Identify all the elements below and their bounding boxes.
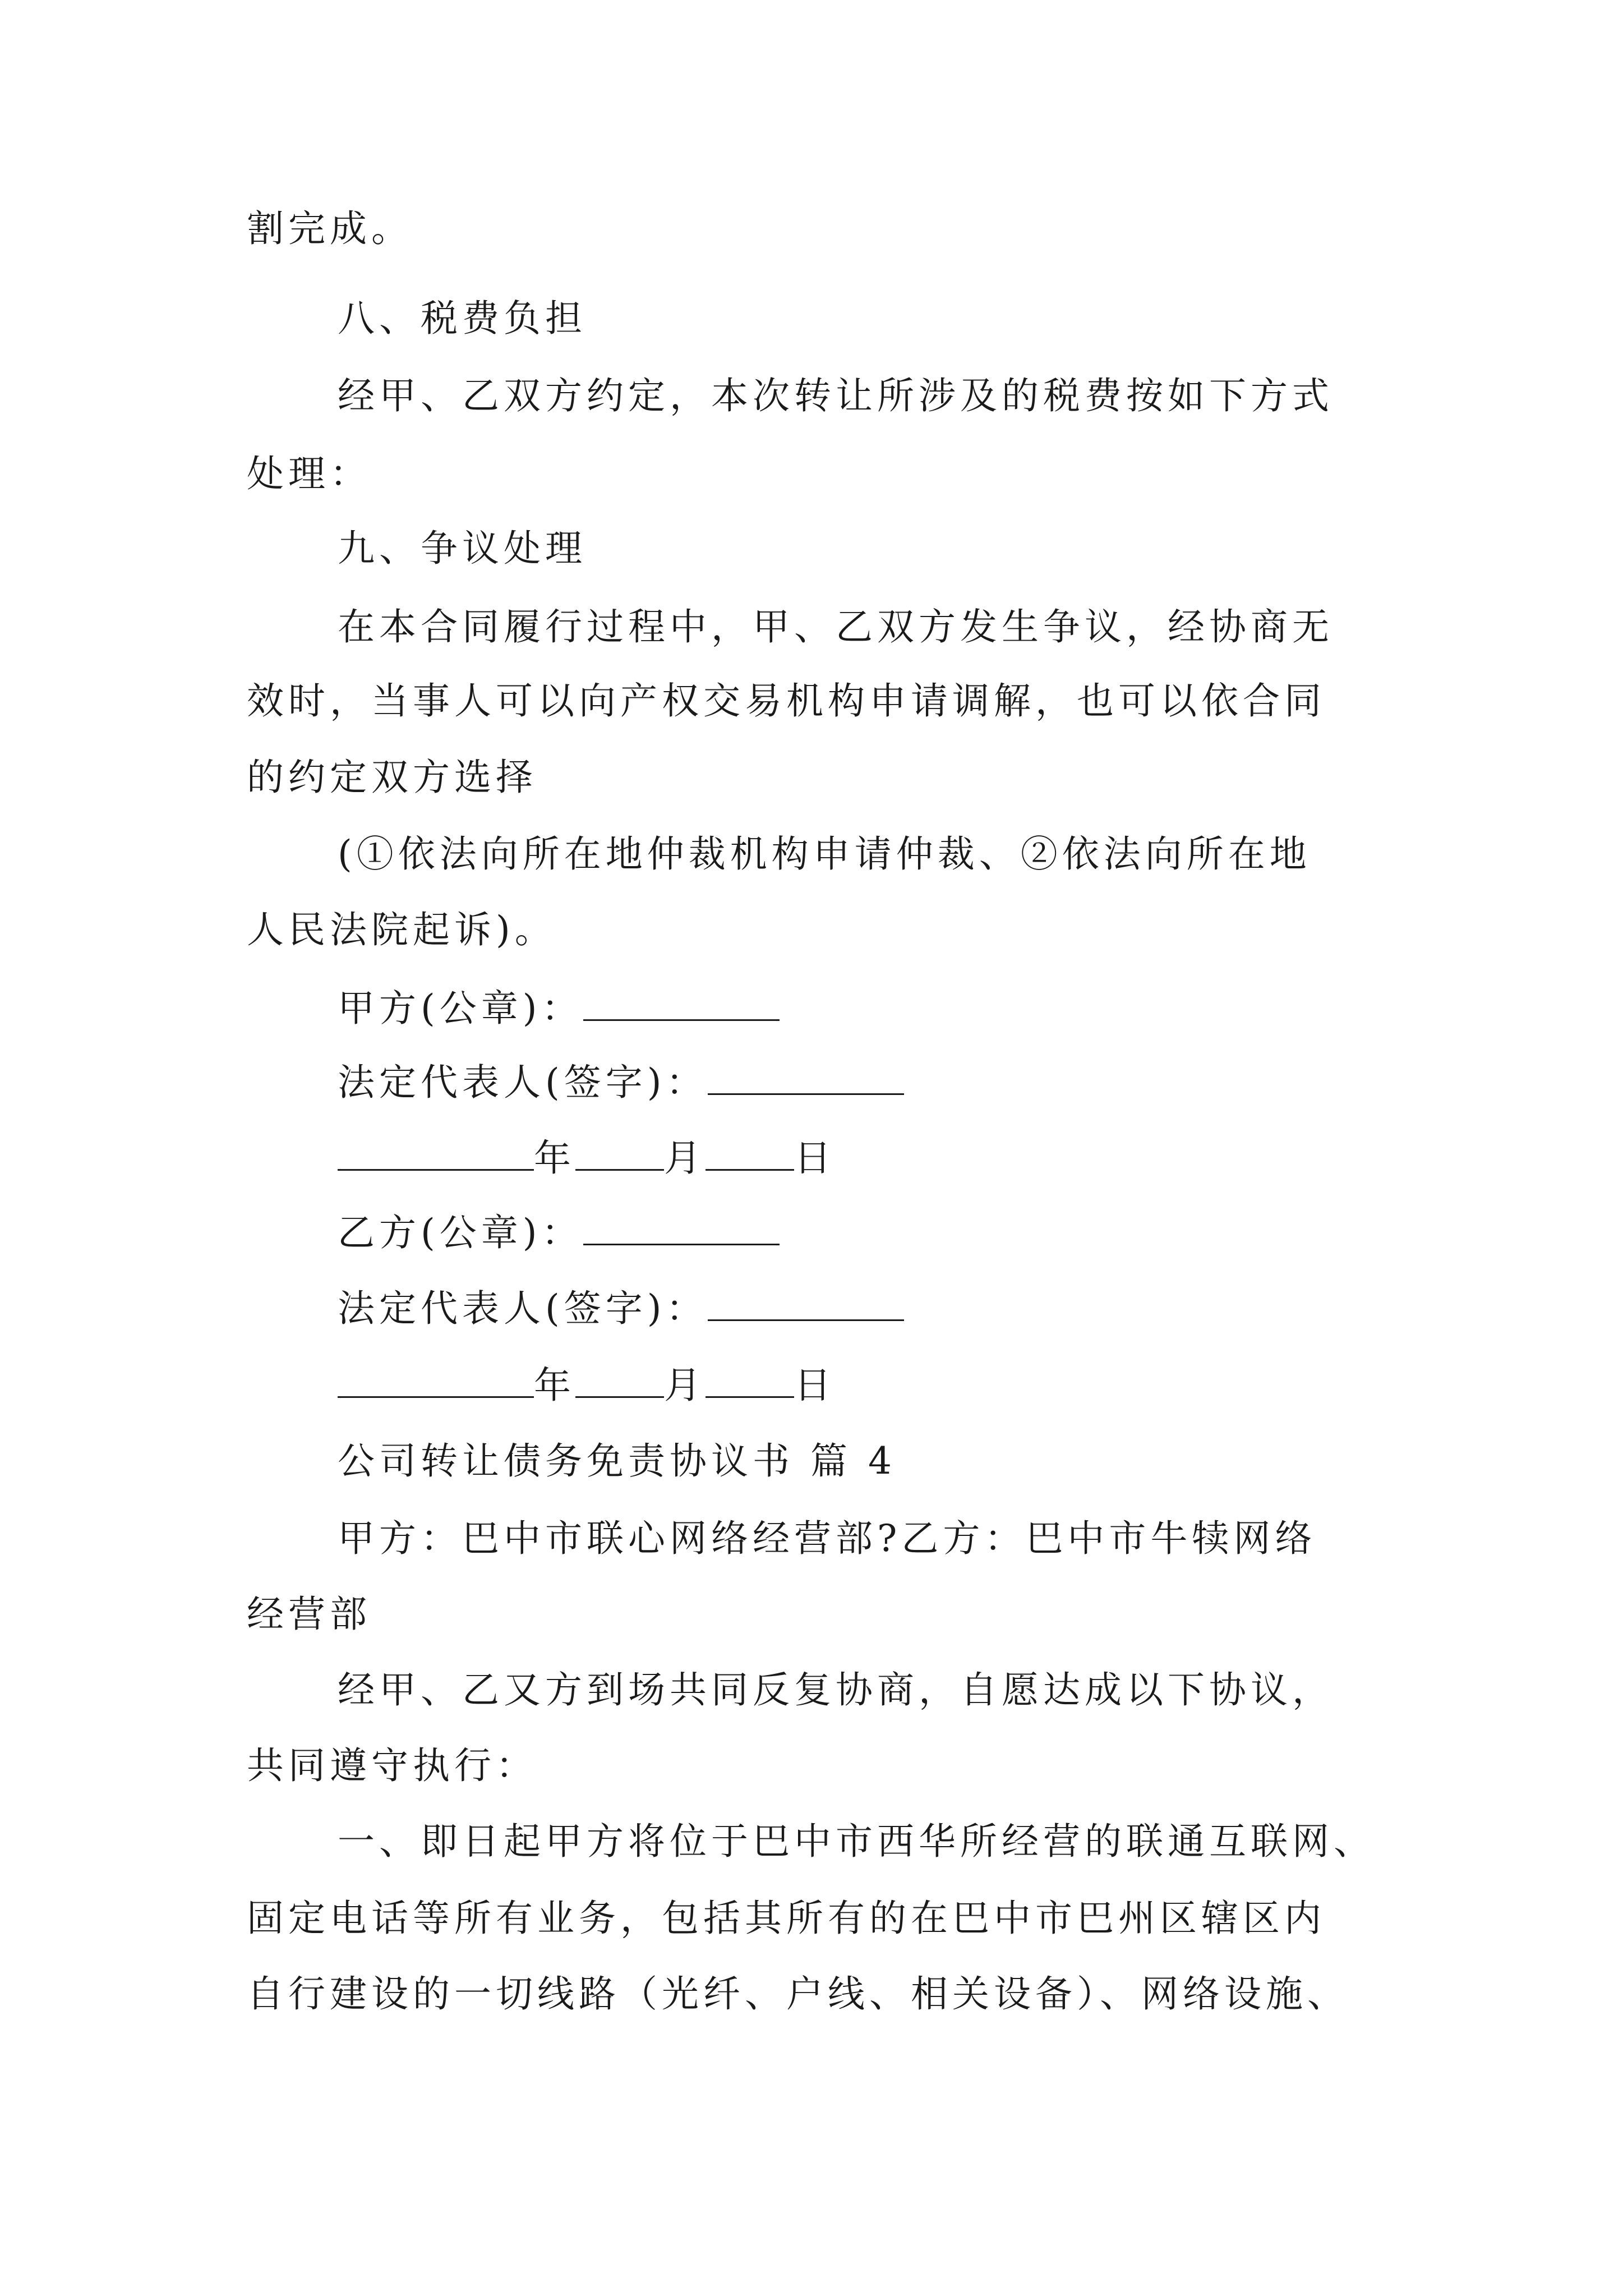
agreement-heading: 公司转让债务免责协议书 篇 4 xyxy=(338,1439,896,1483)
month-blank xyxy=(575,1364,664,1398)
party-b-seal-label: 乙方(公章)： xyxy=(338,1211,583,1254)
body-line: 一、即日起甲方将位于巴中市西华所经营的联通互联网、 xyxy=(338,1820,1375,1863)
body-line: 经营部 xyxy=(247,1593,371,1636)
body-line: (①依法向所在地仲裁机构申请仲裁、②依法向所在地 xyxy=(338,832,1311,876)
party-b-rep-label: 法定代表人(签字)： xyxy=(338,1287,708,1330)
body-line: 的约定双方选择 xyxy=(247,756,537,799)
party-a-rep-line xyxy=(338,1060,904,1105)
year-label: 年 xyxy=(534,1364,575,1407)
body-line: 处理： xyxy=(247,452,371,495)
year-label: 年 xyxy=(534,1137,575,1180)
body-line: 割完成。 xyxy=(247,207,413,250)
day-blank xyxy=(706,1364,794,1398)
party-a-seal-line xyxy=(338,986,780,1031)
month-label: 月 xyxy=(664,1364,706,1407)
year-blank xyxy=(338,1137,534,1171)
body-line: 经甲、乙双方约定，本次转让所涉及的税费按如下方式 xyxy=(338,374,1334,417)
section-heading-taxes: 八、税费负担 xyxy=(338,297,587,340)
party-b-date-line xyxy=(338,1363,836,1408)
day-blank xyxy=(706,1137,794,1171)
body-line: 经甲、乙又方到场共同反复协商，自愿达成以下协议， xyxy=(338,1668,1334,1711)
body-line: 固定电话等所有业务，包括其所有的在巴中市巴州区辖区内 xyxy=(247,1897,1326,1940)
body-line: 效时，当事人可以向产权交易机构申请调解，也可以依合同 xyxy=(247,679,1326,723)
body-line: 人民法院起诉)。 xyxy=(247,908,556,951)
body-line: 甲方：巴中市联心网络经营部?乙方：巴中市牛犊网络 xyxy=(338,1517,1317,1560)
party-a-seal-blank xyxy=(583,987,780,1021)
party-a-rep-label: 法定代表人(签字)： xyxy=(338,1061,708,1104)
body-line: 自行建设的一切线路（光纤、户线、相关设备）、网络设施、 xyxy=(247,1972,1349,2016)
party-b-seal-blank xyxy=(583,1211,780,1245)
party-a-seal-label: 甲方(公章)： xyxy=(338,987,583,1030)
day-label: 日 xyxy=(794,1364,836,1407)
year-blank xyxy=(338,1364,534,1398)
party-a-rep-blank xyxy=(708,1061,904,1095)
party-a-date-line xyxy=(338,1136,836,1181)
month-label: 月 xyxy=(664,1137,706,1180)
month-blank xyxy=(575,1137,664,1171)
party-b-rep-blank xyxy=(708,1287,904,1321)
day-label: 日 xyxy=(794,1137,836,1180)
party-b-rep-line xyxy=(338,1286,904,1331)
body-line: 在本合同履行过程中，甲、乙双方发生争议，经协商无 xyxy=(338,605,1334,648)
party-b-seal-line xyxy=(338,1211,780,1255)
section-heading-dispute: 九、争议处理 xyxy=(338,527,587,570)
body-line: 共同遵守执行： xyxy=(247,1744,537,1787)
